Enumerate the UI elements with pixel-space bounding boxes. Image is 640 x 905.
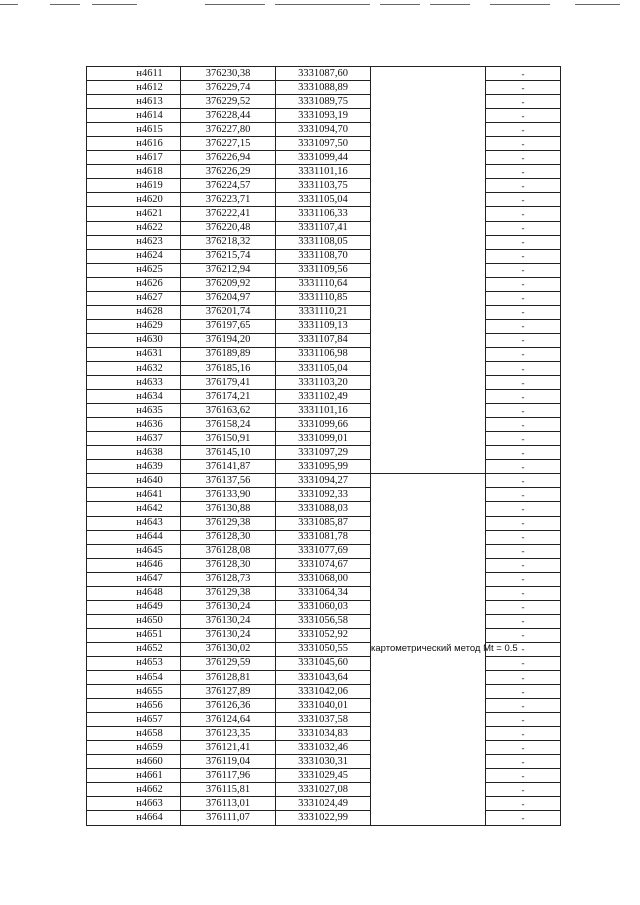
description-cell: - [486,418,561,432]
table-row [87,123,561,137]
description-cell: - [486,628,561,642]
y-coordinate-cell: 3331060,03 [276,600,371,614]
y-coordinate-cell: 3331068,00 [276,572,371,586]
x-coordinate-cell: 376124,64 [181,713,276,727]
y-coordinate-cell: 3331107,84 [276,333,371,347]
point-id-cell: н4662 [87,783,181,797]
point-id-cell: н4633 [87,376,181,390]
point-id-cell: н4647 [87,572,181,586]
description-cell: - [486,263,561,277]
description-cell: - [486,221,561,235]
x-coordinate-cell: 376130,24 [181,628,276,642]
x-coordinate-cell: 376212,94 [181,263,276,277]
x-coordinate-cell: 376228,44 [181,109,276,123]
description-cell: - [486,207,561,221]
x-coordinate-cell: 376226,29 [181,165,276,179]
table-row [87,291,561,305]
x-coordinate-cell: 376129,38 [181,516,276,530]
x-coordinate-cell: 376121,41 [181,741,276,755]
y-coordinate-cell: 3331099,66 [276,418,371,432]
x-coordinate-cell: 376194,20 [181,333,276,347]
table-row [87,305,561,319]
description-cell: - [486,460,561,474]
y-coordinate-cell: 3331099,44 [276,151,371,165]
point-id-cell: н4635 [87,404,181,418]
table-row [87,460,561,474]
y-coordinate-cell: 3331087,60 [276,67,371,81]
table-row [87,249,561,263]
description-cell: - [486,713,561,727]
y-coordinate-cell: 3331108,05 [276,235,371,249]
description-cell: - [486,333,561,347]
y-coordinate-cell: 3331089,75 [276,95,371,109]
table-row [87,488,561,502]
point-id-cell: н4659 [87,741,181,755]
x-coordinate-cell: 376226,94 [181,151,276,165]
description-cell: - [486,291,561,305]
x-coordinate-cell: 376130,02 [181,642,276,656]
table-row [87,81,561,95]
x-coordinate-cell: 376129,38 [181,586,276,600]
y-coordinate-cell: 3331102,49 [276,390,371,404]
point-id-cell: н4618 [87,165,181,179]
table-row [87,699,561,713]
description-cell: - [486,193,561,207]
table-row [87,516,561,530]
table-row [87,446,561,460]
description-cell: - [486,685,561,699]
x-coordinate-cell: 376150,91 [181,432,276,446]
point-id-cell: н4636 [87,418,181,432]
table-row [87,263,561,277]
description-cell: - [486,165,561,179]
point-id-cell: н4652 [87,642,181,656]
description-cell: - [486,67,561,81]
point-id-cell: н4637 [87,432,181,446]
point-id-cell: н4628 [87,305,181,319]
table-row [87,628,561,642]
y-coordinate-cell: 3331095,99 [276,460,371,474]
point-id-cell: н4656 [87,699,181,713]
description-cell: - [486,516,561,530]
point-id-cell: н4629 [87,319,181,333]
table-row [87,572,561,586]
x-coordinate-cell: 376224,57 [181,179,276,193]
y-coordinate-cell: 3331110,64 [276,277,371,291]
table-row [87,502,561,516]
table-row [87,179,561,193]
point-id-cell: н4642 [87,502,181,516]
point-id-cell: н4664 [87,811,181,825]
x-coordinate-cell: 376128,30 [181,558,276,572]
description-cell: - [486,109,561,123]
point-id-cell: н4612 [87,81,181,95]
table-row [87,165,561,179]
point-id-cell: н4661 [87,769,181,783]
x-coordinate-cell: 376163,62 [181,404,276,418]
x-coordinate-cell: 376111,07 [181,811,276,825]
y-coordinate-cell: 3331088,89 [276,81,371,95]
table-row [87,137,561,151]
point-id-cell: н4616 [87,137,181,151]
point-id-cell: н4626 [87,277,181,291]
point-id-cell: н4630 [87,333,181,347]
description-cell: - [486,727,561,741]
point-id-cell: н4641 [87,488,181,502]
table-row [87,193,561,207]
y-coordinate-cell: 3331093,19 [276,109,371,123]
description-cell: - [486,600,561,614]
y-coordinate-cell: 3331103,75 [276,179,371,193]
y-coordinate-cell: 3331094,70 [276,123,371,137]
y-coordinate-cell: 3331088,03 [276,502,371,516]
point-id-cell: н4623 [87,235,181,249]
description-cell: - [486,502,561,516]
y-coordinate-cell: 3331052,92 [276,628,371,642]
table-row [87,207,561,221]
point-id-cell: н4648 [87,586,181,600]
x-coordinate-cell: 376189,89 [181,347,276,361]
table-row [87,685,561,699]
x-coordinate-cell: 376141,87 [181,460,276,474]
x-coordinate-cell: 376119,04 [181,755,276,769]
y-coordinate-cell: 3331024,49 [276,797,371,811]
method-cell: картометрический метод Mt = 0.5 [371,474,486,825]
point-id-cell: н4660 [87,755,181,769]
point-id-cell: н4627 [87,291,181,305]
x-coordinate-cell: 376115,81 [181,783,276,797]
point-id-cell: н4632 [87,361,181,375]
description-cell: - [486,137,561,151]
description-cell: - [486,797,561,811]
y-coordinate-cell: 3331110,85 [276,291,371,305]
table-row [87,614,561,628]
description-cell: - [486,699,561,713]
table-row [87,769,561,783]
table-row [87,544,561,558]
description-cell: - [486,474,561,488]
table-row [87,797,561,811]
table-row [87,783,561,797]
table-row [87,151,561,165]
y-coordinate-cell: 3331074,67 [276,558,371,572]
description-cell: - [486,656,561,670]
table-row [87,333,561,347]
description-cell: - [486,811,561,825]
coordinates-table-body [87,67,561,826]
x-coordinate-cell: 376222,41 [181,207,276,221]
table-row [87,474,561,488]
description-cell: - [486,305,561,319]
point-id-cell: н4658 [87,727,181,741]
point-id-cell: н4614 [87,109,181,123]
y-coordinate-cell: 3331040,01 [276,699,371,713]
y-coordinate-cell: 3331037,58 [276,713,371,727]
y-coordinate-cell: 3331108,70 [276,249,371,263]
table-row [87,235,561,249]
x-coordinate-cell: 376227,15 [181,137,276,151]
x-coordinate-cell: 376204,97 [181,291,276,305]
x-coordinate-cell: 376127,89 [181,685,276,699]
x-coordinate-cell: 376113,01 [181,797,276,811]
x-coordinate-cell: 376128,30 [181,530,276,544]
x-coordinate-cell: 376229,74 [181,81,276,95]
point-id-cell: н4640 [87,474,181,488]
x-coordinate-cell: 376220,48 [181,221,276,235]
point-id-cell: н4646 [87,558,181,572]
description-cell: - [486,572,561,586]
description-cell: - [486,376,561,390]
y-coordinate-cell: 3331034,83 [276,727,371,741]
x-coordinate-cell: 376129,59 [181,656,276,670]
y-coordinate-cell: 3331106,98 [276,347,371,361]
description-cell: - [486,769,561,783]
description-cell: - [486,558,561,572]
y-coordinate-cell: 3331094,27 [276,474,371,488]
table-row [87,530,561,544]
table-row [87,221,561,235]
coordinates-table [86,66,561,826]
y-coordinate-cell: 3331027,08 [276,783,371,797]
point-id-cell: н4650 [87,614,181,628]
x-coordinate-cell: 376145,10 [181,446,276,460]
description-cell: - [486,446,561,460]
point-id-cell: н4638 [87,446,181,460]
y-coordinate-cell: 3331050,55 [276,642,371,656]
description-cell: - [486,361,561,375]
x-coordinate-cell: 376133,90 [181,488,276,502]
table-row [87,390,561,404]
y-coordinate-cell: 3331032,46 [276,741,371,755]
description-cell: - [486,755,561,769]
table-row [87,418,561,432]
y-coordinate-cell: 3331092,33 [276,488,371,502]
description-cell: - [486,404,561,418]
point-id-cell: н4639 [87,460,181,474]
point-id-cell: н4615 [87,123,181,137]
point-id-cell: н4611 [87,67,181,81]
description-cell: - [486,544,561,558]
x-coordinate-cell: 376117,96 [181,769,276,783]
y-coordinate-cell: 3331056,58 [276,614,371,628]
table-row [87,713,561,727]
description-cell: - [486,235,561,249]
description-cell: - [486,530,561,544]
y-coordinate-cell: 3331030,31 [276,755,371,769]
description-cell: - [486,277,561,291]
point-id-cell: н4621 [87,207,181,221]
description-cell: - [486,783,561,797]
scan-artifact-top-lines [0,0,640,10]
y-coordinate-cell: 3331101,16 [276,165,371,179]
point-id-cell: н4663 [87,797,181,811]
table-row [87,319,561,333]
description-cell: - [486,390,561,404]
description-cell: - [486,81,561,95]
y-coordinate-cell: 3331064,34 [276,586,371,600]
x-coordinate-cell: 376197,65 [181,319,276,333]
x-coordinate-cell: 376130,24 [181,614,276,628]
y-coordinate-cell: 3331109,13 [276,319,371,333]
y-coordinate-cell: 3331099,01 [276,432,371,446]
y-coordinate-cell: 3331105,04 [276,193,371,207]
x-coordinate-cell: 376223,71 [181,193,276,207]
x-coordinate-cell: 376229,52 [181,95,276,109]
description-cell: - [486,741,561,755]
table-row [87,755,561,769]
point-id-cell: н4643 [87,516,181,530]
point-id-cell: н4657 [87,713,181,727]
description-cell: - [486,319,561,333]
y-coordinate-cell: 3331103,20 [276,376,371,390]
table-row [87,347,561,361]
x-coordinate-cell: 376230,38 [181,67,276,81]
description-cell: - [486,488,561,502]
x-coordinate-cell: 376218,32 [181,235,276,249]
y-coordinate-cell: 3331106,33 [276,207,371,221]
point-id-cell: н4613 [87,95,181,109]
table-row [87,741,561,755]
description-cell: - [486,347,561,361]
description-cell: - [486,614,561,628]
x-coordinate-cell: 376123,35 [181,727,276,741]
y-coordinate-cell: 3331085,87 [276,516,371,530]
x-coordinate-cell: 376128,08 [181,544,276,558]
table-row [87,277,561,291]
table-row [87,361,561,375]
description-cell: - [486,642,561,656]
x-coordinate-cell: 376174,21 [181,390,276,404]
table-row [87,656,561,670]
x-coordinate-cell: 376227,80 [181,123,276,137]
x-coordinate-cell: 376128,73 [181,572,276,586]
point-id-cell: н4619 [87,179,181,193]
x-coordinate-cell: 376215,74 [181,249,276,263]
point-id-cell: н4645 [87,544,181,558]
y-coordinate-cell: 3331081,78 [276,530,371,544]
point-id-cell: н4655 [87,685,181,699]
y-coordinate-cell: 3331097,29 [276,446,371,460]
y-coordinate-cell: 3331110,21 [276,305,371,319]
x-coordinate-cell: 376137,56 [181,474,276,488]
description-cell: - [486,671,561,685]
table-row [87,67,561,81]
y-coordinate-cell: 3331107,41 [276,221,371,235]
point-id-cell: н4631 [87,347,181,361]
point-id-cell: н4634 [87,390,181,404]
table-row [87,811,561,825]
y-coordinate-cell: 3331105,04 [276,361,371,375]
point-id-cell: н4649 [87,600,181,614]
x-coordinate-cell: 376130,88 [181,502,276,516]
table-row [87,109,561,123]
table-row [87,600,561,614]
description-cell: - [486,95,561,109]
y-coordinate-cell: 3331097,50 [276,137,371,151]
table-row [87,727,561,741]
description-cell: - [486,586,561,600]
y-coordinate-cell: 3331043,64 [276,671,371,685]
y-coordinate-cell: 3331109,56 [276,263,371,277]
point-id-cell: н4622 [87,221,181,235]
description-cell: - [486,123,561,137]
y-coordinate-cell: 3331042,06 [276,685,371,699]
table-row [87,404,561,418]
y-coordinate-cell: 3331029,45 [276,769,371,783]
description-cell: - [486,432,561,446]
point-id-cell: н4651 [87,628,181,642]
point-id-cell: н4620 [87,193,181,207]
description-cell: - [486,179,561,193]
y-coordinate-cell: 3331022,99 [276,811,371,825]
point-id-cell: н4617 [87,151,181,165]
table-row [87,432,561,446]
description-cell: - [486,151,561,165]
y-coordinate-cell: 3331045,60 [276,656,371,670]
table-row [87,586,561,600]
table-row [87,95,561,109]
point-id-cell: н4653 [87,656,181,670]
point-id-cell: н4644 [87,530,181,544]
y-coordinate-cell: 3331101,16 [276,404,371,418]
x-coordinate-cell: 376209,92 [181,277,276,291]
table-row [87,671,561,685]
x-coordinate-cell: 376185,16 [181,361,276,375]
x-coordinate-cell: 376128,81 [181,671,276,685]
method-cell-empty [371,67,486,474]
x-coordinate-cell: 376201,74 [181,305,276,319]
point-id-cell: н4625 [87,263,181,277]
x-coordinate-cell: 376126,36 [181,699,276,713]
table-row [87,376,561,390]
description-cell: - [486,249,561,263]
x-coordinate-cell: 376158,24 [181,418,276,432]
point-id-cell: н4624 [87,249,181,263]
point-id-cell: н4654 [87,671,181,685]
x-coordinate-cell: 376130,24 [181,600,276,614]
x-coordinate-cell: 376179,41 [181,376,276,390]
y-coordinate-cell: 3331077,69 [276,544,371,558]
table-row [87,558,561,572]
